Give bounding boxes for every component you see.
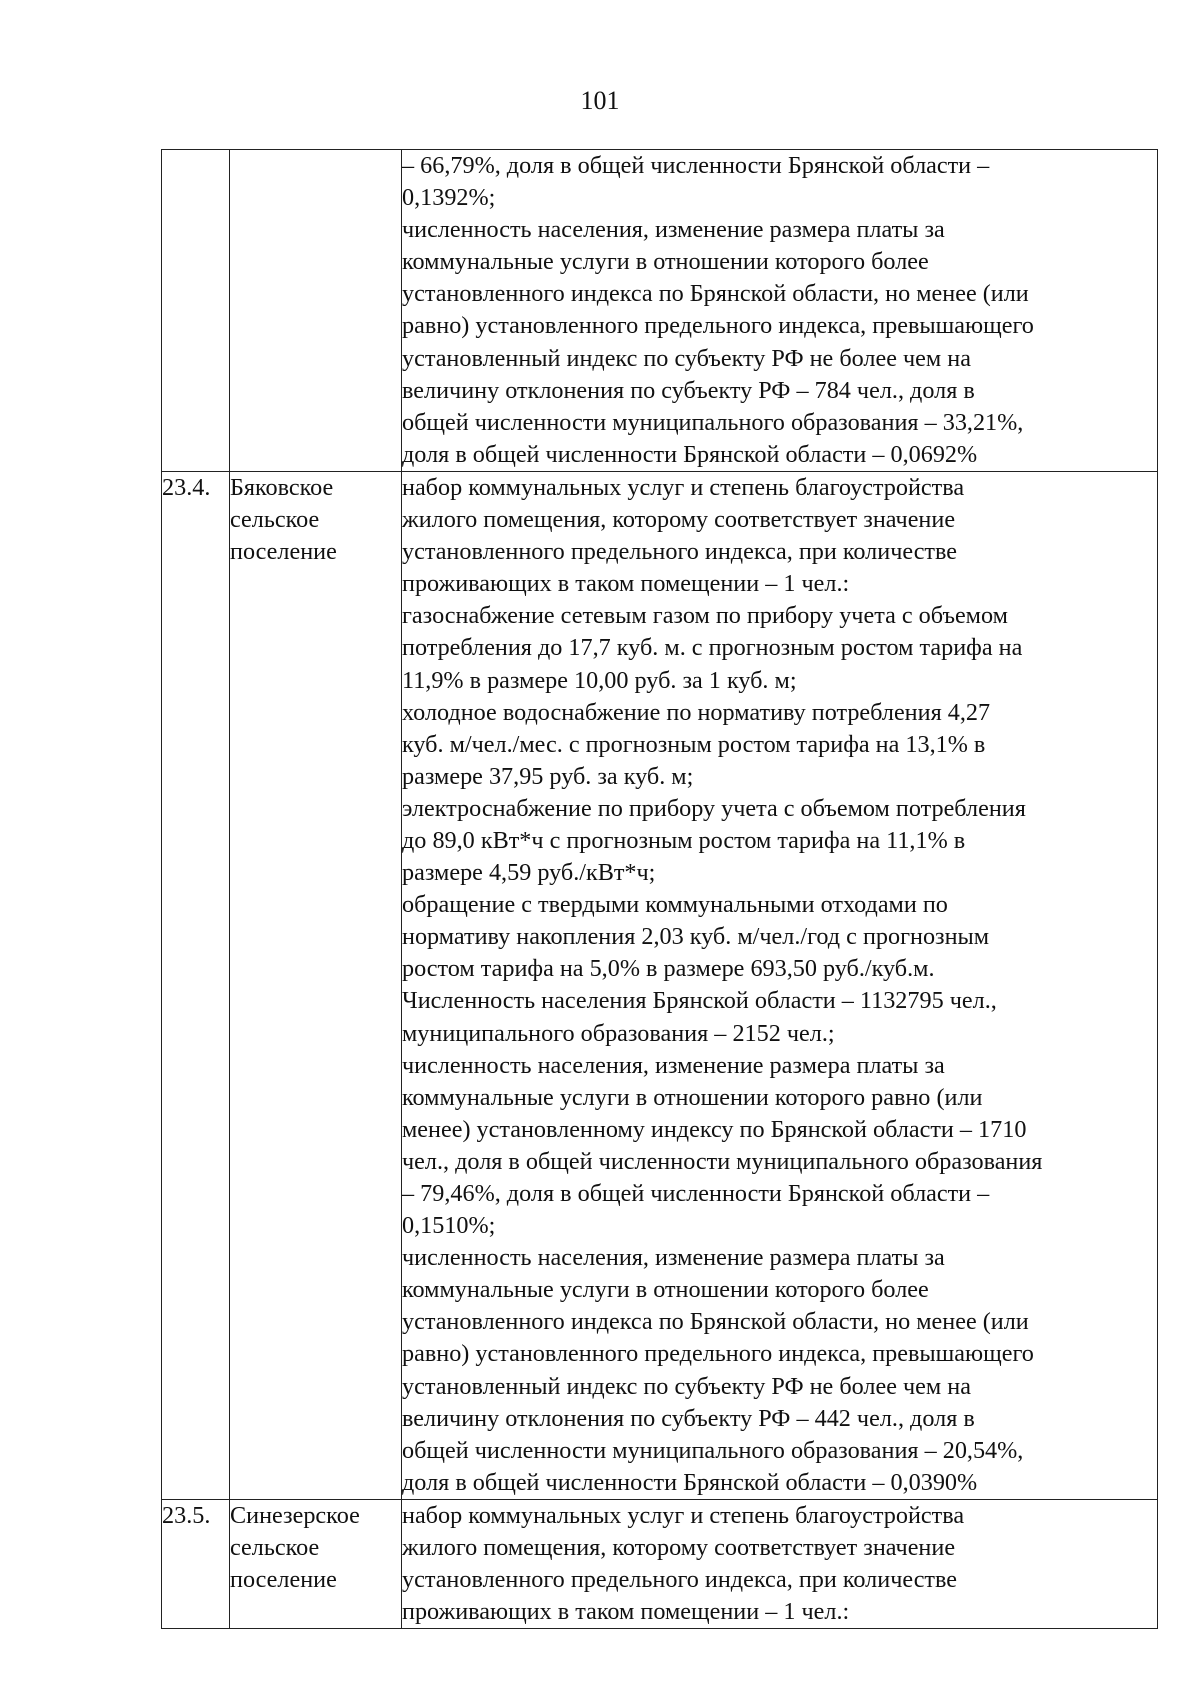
description-line: равно) установленного предельного индекса, превышающего bbox=[402, 312, 1034, 340]
description-line: куб. м/чел./мес. с прогнозным ростом тарифа на 13,1% в bbox=[402, 730, 986, 758]
settlement-name-cell bbox=[230, 471, 402, 1499]
settlement-name-line: поселение bbox=[230, 1566, 337, 1594]
settlement-name-cell bbox=[230, 150, 402, 472]
description-line: общей численности муниципального образования – 33,21%, bbox=[402, 408, 1024, 436]
description-line: установленного индекса по Брянской области, но менее (или bbox=[402, 1308, 1029, 1336]
description-line: установленного индекса по Брянской области, но менее (или bbox=[402, 280, 1029, 308]
table-row bbox=[162, 1499, 1158, 1628]
settlement-name-line: поселение bbox=[230, 538, 337, 566]
row-number: 23.5. bbox=[162, 1501, 211, 1529]
description-line: общей численности муниципального образования – 20,54%, bbox=[402, 1436, 1024, 1464]
description-line: 11,9% в размере 10,00 руб. за 1 куб. м; bbox=[402, 666, 797, 694]
description-line: численность населения, изменение размера платы за bbox=[402, 216, 945, 244]
description-line: нормативу накопления 2,03 куб. м/чел./год с прогнозным bbox=[402, 923, 990, 951]
description-line: – 66,79%, доля в общей численности Брянской области – bbox=[402, 152, 990, 179]
description-line: размере 4,59 руб./кВт*ч; bbox=[402, 859, 656, 887]
description-line: 0,1510%; bbox=[402, 1212, 496, 1240]
description-line: холодное водоснабжение по нормативу потребления 4,27 bbox=[402, 698, 991, 726]
page-number: 101 bbox=[580, 86, 620, 115]
description-line: менее) установленному индексу по Брянской области – 1710 bbox=[402, 1115, 1027, 1143]
description-line: размере 37,95 руб. за куб. м; bbox=[402, 762, 694, 790]
description-line: набор коммунальных услуг и степень благоустройства bbox=[402, 473, 965, 501]
description-line: установленного предельного индекса, при количестве bbox=[402, 1566, 958, 1594]
description-line: величину отклонения по субъекту РФ – 784 чел., доля в bbox=[402, 376, 975, 404]
description-cell bbox=[402, 150, 1158, 472]
description-line: чел., доля в общей численности муниципального образования bbox=[402, 1147, 1043, 1175]
description-line: проживающих в таком помещении – 1 чел.: bbox=[402, 1598, 850, 1626]
row-number-cell bbox=[162, 150, 230, 472]
row-number-cell bbox=[162, 471, 230, 1499]
description-line: 0,1392%; bbox=[402, 184, 496, 212]
settlement-name-line: Синезерское bbox=[230, 1501, 360, 1529]
description-line: установленного предельного индекса, при количестве bbox=[402, 538, 958, 566]
description-line: набор коммунальных услуг и степень благоустройства bbox=[402, 1501, 965, 1529]
description-line: численность населения, изменение размера платы за bbox=[402, 1244, 945, 1272]
description-line: электроснабжение по прибору учета с объемом потребления bbox=[402, 794, 1026, 822]
description-line: жилого помещения, которому соответствует значение bbox=[402, 1534, 956, 1562]
description-line: газоснабжение сетевым газом по прибору учета с объемом bbox=[402, 602, 1008, 630]
description-line: жилого помещения, которому соответствует значение bbox=[402, 506, 956, 534]
description-line: обращение с твердыми коммунальными отходами по bbox=[402, 891, 948, 919]
settlement-name-line: Бяковское bbox=[230, 473, 334, 501]
table-row bbox=[162, 150, 1158, 472]
description-line: коммунальные услуги в отношении которого более bbox=[402, 1276, 929, 1304]
description-line: Численность населения Брянской области – 1132795 чел., bbox=[402, 987, 997, 1015]
table-body bbox=[162, 150, 1158, 1629]
description-line: величину отклонения по субъекту РФ – 442 чел., доля в bbox=[402, 1404, 975, 1432]
settlement-name-line: сельское bbox=[230, 506, 320, 534]
description-line: – 79,46%, доля в общей численности Брянской области – bbox=[402, 1180, 990, 1207]
settlement-name-line: сельское bbox=[230, 1534, 320, 1562]
description-line: коммунальные услуги в отношении которого равно (или bbox=[402, 1083, 983, 1111]
description-line: установленный индекс по субъекту РФ не более чем на bbox=[402, 1372, 971, 1400]
description-cell bbox=[402, 1499, 1158, 1628]
description-line: муниципального образования – 2152 чел.; bbox=[402, 1019, 835, 1047]
settlement-name-cell bbox=[230, 1499, 402, 1628]
description-line: установленный индекс по субъекту РФ не более чем на bbox=[402, 344, 971, 372]
indices-table bbox=[161, 149, 1158, 1629]
description-line: до 89,0 кВт*ч с прогнозным ростом тарифа на 11,1% в bbox=[402, 826, 966, 854]
row-number-cell bbox=[162, 1499, 230, 1628]
description-line: доля в общей численности Брянской области – 0,0692% bbox=[402, 440, 978, 468]
description-line: доля в общей численности Брянской области – 0,0390% bbox=[402, 1468, 978, 1496]
description-line: ростом тарифа на 5,0% в размере 693,50 руб./куб.м. bbox=[402, 955, 935, 983]
description-line: равно) установленного предельного индекса, превышающего bbox=[402, 1340, 1034, 1368]
description-line: коммунальные услуги в отношении которого более bbox=[402, 248, 929, 276]
description-cell bbox=[402, 471, 1158, 1499]
description-line: численность населения, изменение размера платы за bbox=[402, 1051, 945, 1079]
description-line: проживающих в таком помещении – 1 чел.: bbox=[402, 570, 850, 598]
table-row bbox=[162, 471, 1158, 1499]
description-line: потребления до 17,7 куб. м. с прогнозным ростом тарифа на bbox=[402, 634, 1023, 662]
row-number: 23.4. bbox=[162, 473, 211, 501]
